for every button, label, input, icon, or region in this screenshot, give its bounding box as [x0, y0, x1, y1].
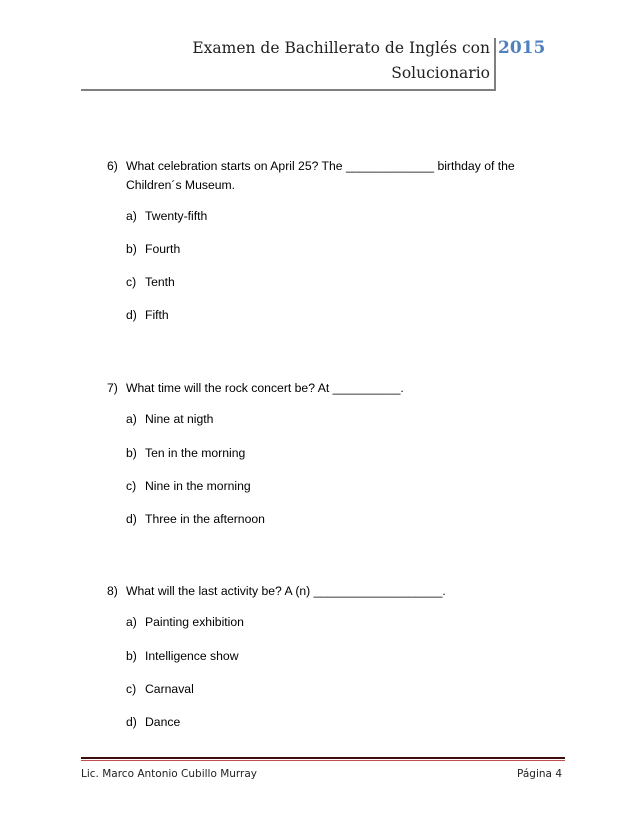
option-text: Tenth [145, 275, 175, 289]
option-7c [126, 478, 251, 494]
option-letter: b) [126, 649, 137, 663]
option-7d [126, 511, 265, 527]
option-8a [126, 614, 244, 630]
option-6c [126, 274, 175, 290]
option-8d [126, 714, 180, 730]
option-6a [126, 208, 207, 224]
question-8 [107, 582, 547, 601]
footer-author: Lic. Marco Antonio Cubillo Murray [81, 768, 258, 780]
option-text: Intelligence show [145, 649, 239, 663]
option-text: Painting exhibition [145, 615, 244, 629]
footer-rule-accent [81, 760, 565, 761]
option-text: Nine at nigth [145, 412, 214, 426]
question-6 [107, 157, 547, 195]
option-letter: b) [126, 446, 137, 460]
option-text: Twenty-fifth [145, 209, 208, 223]
question-number: 6) [107, 159, 118, 173]
question-number: 7) [107, 381, 118, 395]
question-number: 8) [107, 584, 118, 598]
option-letter: a) [126, 209, 137, 223]
option-text: Fifth [145, 308, 169, 322]
option-text: Carnaval [145, 682, 194, 696]
option-7a [126, 411, 213, 427]
option-text: Fourth [145, 242, 181, 256]
option-6b [126, 241, 180, 257]
option-letter: c) [126, 275, 137, 289]
option-text: Ten in the morning [145, 446, 246, 460]
option-8b [126, 648, 239, 664]
header-rule [81, 89, 496, 91]
option-text: Three in the afternoon [145, 512, 265, 526]
header-year: 2015 [498, 38, 546, 58]
header-title-line1: Examen de Bachillerato de Inglés con [192, 39, 490, 57]
option-7b [126, 445, 245, 461]
option-letter: a) [126, 615, 137, 629]
option-letter: b) [126, 242, 137, 256]
question-text: What celebration starts on April 25? The _____________ birthday of the Children´s Museum. [126, 159, 515, 192]
option-letter: c) [126, 479, 137, 493]
question-text: What will the last activity be? A (n) ___________________. [126, 584, 446, 598]
option-letter: a) [126, 412, 137, 426]
footer-rule [81, 757, 565, 759]
option-letter: d) [126, 715, 137, 729]
option-6d [126, 307, 169, 323]
question-7 [107, 379, 547, 398]
option-letter: c) [126, 682, 137, 696]
option-letter: d) [126, 308, 137, 322]
option-text: Dance [145, 715, 181, 729]
footer-page-number: Página 4 [517, 768, 562, 780]
option-8c [126, 681, 194, 697]
header-title-line2: Solucionario [391, 64, 490, 82]
question-text: What time will the rock concert be? At __________. [126, 381, 404, 395]
header-divider [494, 38, 496, 90]
option-text: Nine in the morning [145, 479, 251, 493]
header-title [150, 36, 490, 86]
option-letter: d) [126, 512, 137, 526]
